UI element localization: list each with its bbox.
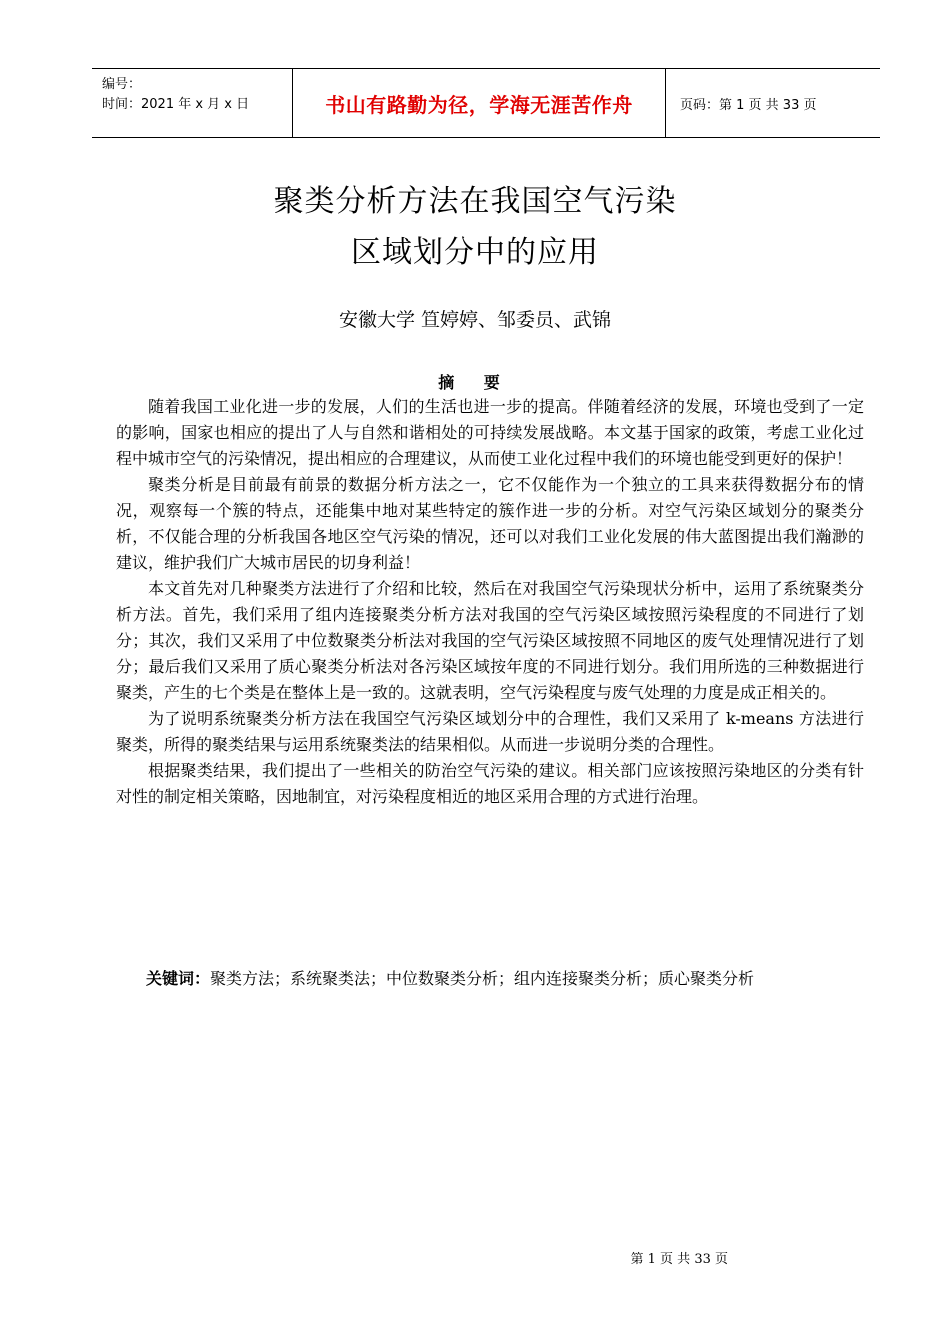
abstract-body [116, 394, 864, 810]
keywords-text: 聚类方法；系统聚类法；中位数聚类分析；组内连接聚类分析；质心聚类分析 [210, 969, 755, 988]
header-table [92, 68, 880, 138]
paper-authors: 安徽大学 笪婷婷、邹委员、武锦 [338, 309, 612, 331]
footer-page-number: 第 1 页 共 33 页 [630, 1252, 728, 1267]
abstract-paragraph: 根据聚类结果，我们提出了一些相关的防治空气污染的建议。相关部门应该按照污染地区的分类有针对性的制定相关策略，因地制宜，对污染程度相近的地区采用合理的方式进行治理。 [116, 761, 864, 806]
abstract-paragraph: 聚类分析是目前最有前景的数据分析方法之一，它不仅能作为一个独立的工具来获得数据分布的情况，观察每一个簇的特点，还能集中地对某些特定的簇作进一步的分析。对空气污染区域划分的聚类分析，不仅能合理的分析我国各地区空气污染的情况，还可以对我们工业化发展的伟大蓝图提出我们瀚渺的建议，维护我们广大城市居民的切身利益！ [116, 475, 864, 572]
keywords-label: 关键词： [146, 969, 211, 988]
header-motto-cell [293, 69, 666, 137]
paper-title-line-1: 聚类分析方法在我国空气污染 [273, 184, 677, 219]
abstract-paragraph: 随着我国工业化进一步的发展，人们的生活也进一步的提高。伴随着经济的发展，环境也受到了一定的影响，国家也相应的提出了人与自然和谐相处的可持续发展战略。本文基于国家的政策，考虑工业化过程中城市空气的污染情况，提出相应的合理建议，从而使工业化过程中我们的环境也能受到更好的保护！ [116, 397, 864, 468]
paper-title-line-2: 区域划分中的应用 [351, 235, 599, 270]
header-page-label: 页码：第 1 页 共 33 页 [680, 97, 817, 113]
abstract-heading: 摘 要 [438, 373, 512, 392]
abstract-paragraph: 为了说明系统聚类分析方法在我国空气污染区域划分中的合理性，我们又采用了 k-means 方法进行聚类，所得的聚类结果与运用系统聚类法的结果相似。从而进一步说明分类的合理性。 [116, 709, 864, 754]
header-motto: 书山有路勤为径，学海无涯苦作舟 [325, 92, 633, 117]
document-time-label: 时间：2021 年 x 月 x 日 [102, 97, 250, 112]
abstract-paragraph: 本文首先对几种聚类方法进行了介绍和比较，然后在对我国空气污染现状分析中，运用了系统聚类分析方法。首先，我们采用了组内连接聚类分析方法对我国的空气污染区域按照污染程度的不同进行了划分；其次，我们又采用了中位数聚类分析法对我国的空气污染区域按照不同地区的废气处理情况进行了划分；最后我们又采用了质心聚类分析法对各污染区域按年度的不同进行划分。我们用所选的三种数据进行聚类，产生的七个类是在整体上是一致的。这就表明，空气污染程度与废气处理的力度是成正相关的。 [116, 579, 864, 702]
keywords [116, 965, 816, 993]
document-number-label: 编号： [102, 77, 142, 92]
header-meta-cell [92, 69, 293, 137]
header-page-cell [666, 69, 880, 137]
